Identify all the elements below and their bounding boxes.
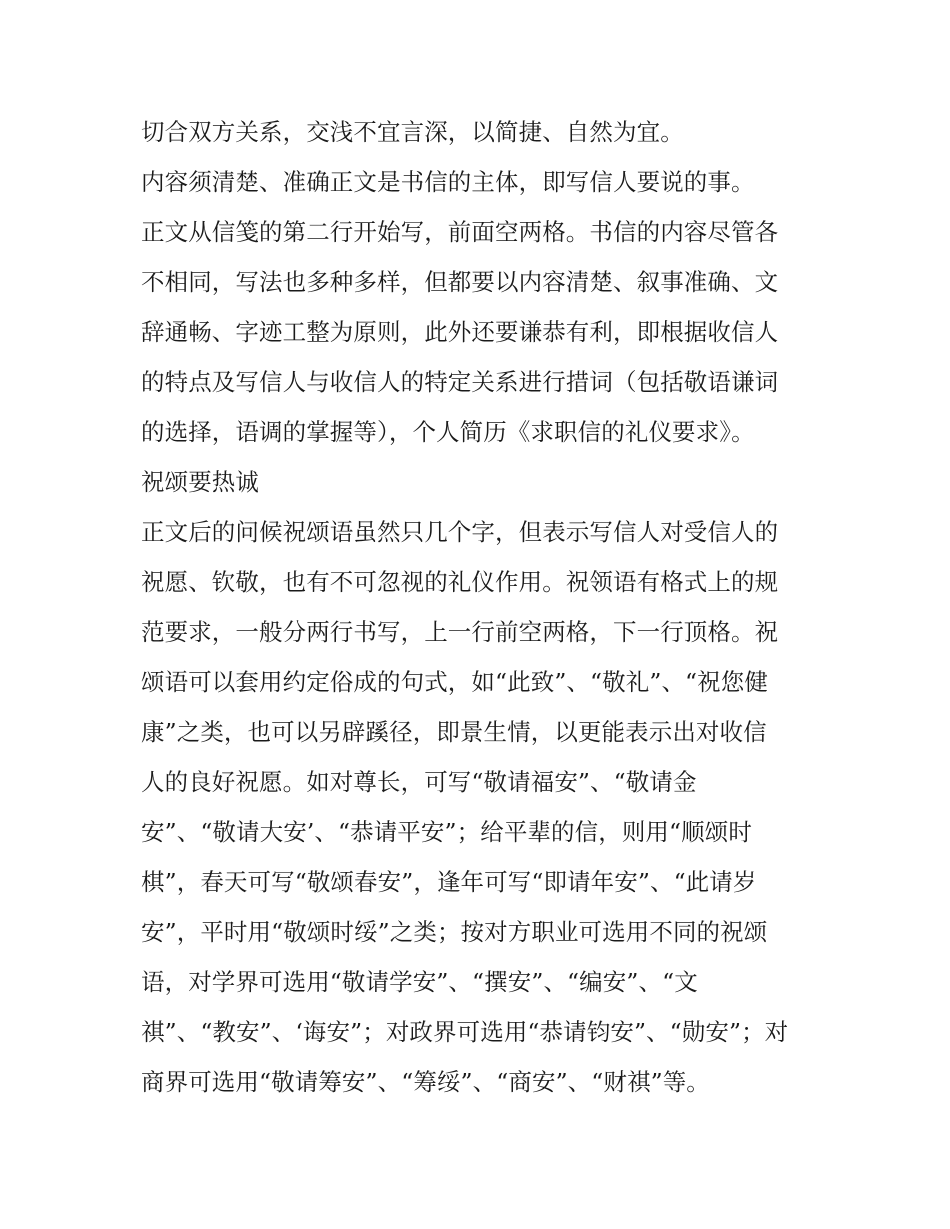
text-line-13: 康”之类，也可以另辟蹊径，即景生情，以更能表示出对收信 bbox=[141, 718, 767, 746]
text-line-6: 的特点及写信人与收信人的特定关系进行措词（包括敬语谦词 bbox=[141, 368, 779, 396]
text-line-17: 安”，平时用“敬颂时绥”之类；按对方职业可选用不同的祝颂 bbox=[141, 918, 768, 946]
text-line-11: 范要求，一般分两行书写，上一行前空两格，下一行顶格。祝 bbox=[141, 618, 779, 646]
text-line-15: 安”、“敬请大安’、“恭请平安”；给平辈的信，则用“顺颂时 bbox=[141, 818, 752, 846]
text-line-20: 商界可选用“敬请筹安”、“筹绥”、“商安”、“财祺”等。 bbox=[141, 1068, 710, 1096]
text-line-2: 内容须清楚、准确正文是书信的主体，即写信人要说的事。 bbox=[141, 168, 755, 196]
text-line-16: 棋”，春天可写“敬颂春安”，逢年可写“即请年安”、“此请岁 bbox=[141, 868, 757, 896]
text-line-5: 辞通畅、字迹工整为原则，此外还要谦恭有利，即根据收信人 bbox=[141, 318, 779, 346]
text-line-12: 颂语可以套用约定俗成的句式，如“此致”、“敬礼”、“祝您健 bbox=[141, 668, 768, 696]
section-heading: 祝颂要热诚 bbox=[141, 468, 259, 496]
text-line-18: 语，对学界可选用“敬请学安”、“撰安”、“编安”、“文 bbox=[141, 968, 698, 996]
text-line-1: 切合双方关系，交浅不宜言深，以简捷、自然为宜。 bbox=[141, 118, 684, 146]
text-line-3: 正文从信笺的第二行开始写，前面空两格。书信的内容尽管各 bbox=[141, 218, 779, 246]
text-line-9: 正文后的问候祝颂语虽然只几个字，但表示写信人对受信人的 bbox=[141, 518, 779, 546]
text-line-4: 不相同，写法也多种多样，但都要以内容清楚、叙事准确、文 bbox=[141, 268, 779, 296]
text-line-10: 祝愿、钦敬，也有不可忽视的礼仪作用。祝领语有格式上的规 bbox=[141, 568, 779, 596]
text-line-19: 祺”、“教安”、‘诲安”；对政界可选用“恭请钧安”、“勋安”；对 bbox=[141, 1018, 789, 1046]
text-line-7: 的选择，语调的掌握等），个人简历《求职信的礼仪要求》。 bbox=[141, 418, 755, 446]
text-line-14: 人的良好祝愿。如对尊长，可写“敬请福安”、“敬请金 bbox=[141, 768, 697, 796]
